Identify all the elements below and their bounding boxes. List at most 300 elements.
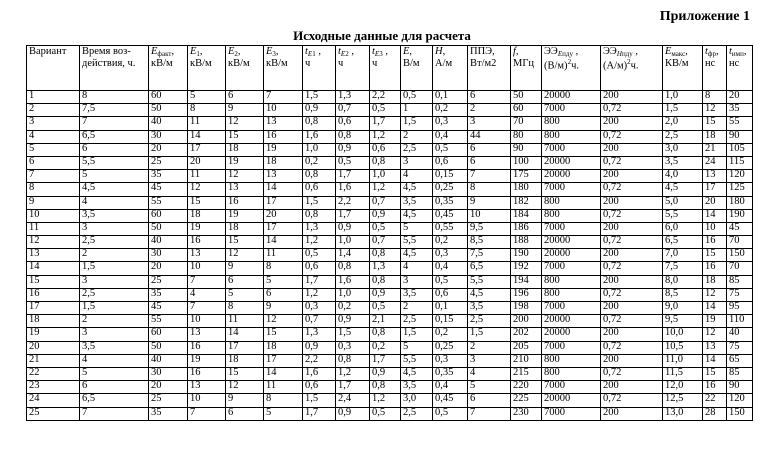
table-cell: 14 — [27, 262, 80, 275]
table-cell: 800 — [542, 196, 601, 209]
table-cell: 2,5 — [401, 315, 433, 328]
table-row — [27, 196, 753, 209]
table-cell: 8,5 — [663, 288, 703, 301]
table-cell: 1,7 — [370, 117, 401, 130]
table-cell: 0,45 — [433, 209, 468, 222]
table-cell: 800 — [542, 367, 601, 380]
table-cell: 11 — [188, 170, 226, 183]
table-cell: 2,5 — [401, 407, 433, 420]
table-cell: 12,0 — [663, 381, 703, 394]
table-cell: 0,6 — [433, 156, 468, 169]
table-cell: 3,5 — [468, 302, 511, 315]
table-cell: 3,5 — [80, 341, 149, 354]
table-cell: 10 — [468, 209, 511, 222]
table-cell: 100 — [511, 156, 542, 169]
table-cell: 21 — [703, 143, 727, 156]
table-cell: 2,5 — [468, 315, 511, 328]
table-cell: 0,5 — [336, 156, 370, 169]
table-cell: 1,5 — [303, 91, 336, 104]
table-cell: 6 — [226, 91, 264, 104]
table-cell: 85 — [727, 367, 753, 380]
table-cell: 75 — [727, 288, 753, 301]
table-cell: 4,5 — [663, 183, 703, 196]
table-cell: 3,0 — [663, 143, 703, 156]
table-cell: 7,0 — [663, 249, 703, 262]
table-cell: 85 — [727, 275, 753, 288]
table-cell: 1,3 — [370, 262, 401, 275]
table-cell: 0,8 — [303, 117, 336, 130]
table-cell: 6 — [468, 91, 511, 104]
header-te2: $t_{E2}$ , ч — [336, 46, 370, 91]
table-cell: 55 — [149, 196, 188, 209]
table-cell: 13 — [264, 117, 303, 130]
table-cell: 90 — [727, 130, 753, 143]
table-cell: 3,5 — [401, 196, 433, 209]
table-cell: 45 — [149, 302, 188, 315]
table-cell: 0,4 — [433, 381, 468, 394]
table-cell: 0,2 — [336, 302, 370, 315]
table-cell: 6 — [27, 156, 80, 169]
table-row — [27, 156, 753, 169]
table-cell: 180 — [727, 196, 753, 209]
table-cell: 90 — [511, 143, 542, 156]
header-te3: $t_{E3}$ , ч — [370, 46, 401, 91]
table-cell: 3 — [27, 117, 80, 130]
table-cell: 55 — [149, 315, 188, 328]
table-cell: 0,8 — [370, 156, 401, 169]
table-cell: 194 — [511, 275, 542, 288]
table-cell: 44 — [468, 130, 511, 143]
table-cell: 7000 — [542, 104, 601, 117]
table-cell: 200 — [601, 328, 663, 341]
table-cell: 15 — [703, 367, 727, 380]
table-cell: 2 — [401, 302, 433, 315]
table-cell: 7 — [188, 302, 226, 315]
table-cell: 2,5 — [401, 143, 433, 156]
table-cell: 6,0 — [663, 222, 703, 235]
table-cell: 6 — [264, 288, 303, 301]
table-cell: 0,5 — [370, 104, 401, 117]
table-cell: 6 — [80, 381, 149, 394]
table-cell: 19 — [27, 328, 80, 341]
table-cell: 30 — [149, 367, 188, 380]
header-timp: $t_{имп}$, нс — [727, 46, 753, 91]
table-cell: 1,3 — [303, 328, 336, 341]
table-cell: 120 — [727, 394, 753, 407]
table-cell: 0,72 — [601, 236, 663, 249]
table-cell: 16 — [27, 288, 80, 301]
table-cell: 70 — [511, 117, 542, 130]
table-cell: 14 — [703, 302, 727, 315]
table-cell: 16 — [264, 130, 303, 143]
table-cell: 0,2 — [370, 341, 401, 354]
table-body — [27, 91, 753, 421]
table-cell: 0,72 — [601, 262, 663, 275]
table-cell: 0,8 — [370, 249, 401, 262]
table-cell: 150 — [727, 249, 753, 262]
table-cell: 200 — [601, 117, 663, 130]
table-cell: 5,5 — [663, 209, 703, 222]
table-cell: 1,5 — [80, 262, 149, 275]
table-cell: 202 — [511, 328, 542, 341]
table-row — [27, 209, 753, 222]
table-cell: 7 — [468, 407, 511, 420]
table-cell: 190 — [727, 209, 753, 222]
table-cell: 19 — [188, 354, 226, 367]
table-cell: 24 — [703, 156, 727, 169]
table-cell: 20 — [27, 341, 80, 354]
table-cell: 110 — [727, 315, 753, 328]
header-efact: $E_{факт}$, кВ/м — [149, 46, 188, 91]
table-row — [27, 222, 753, 235]
table-cell: 1,5 — [401, 117, 433, 130]
table-cell: 0,25 — [433, 341, 468, 354]
table-cell: 6 — [226, 275, 264, 288]
table-cell: 200 — [601, 302, 663, 315]
table-cell: 7,5 — [80, 104, 149, 117]
table-cell: 7000 — [542, 183, 601, 196]
table-cell: 17 — [703, 183, 727, 196]
table-cell: 35 — [149, 407, 188, 420]
table-cell: 80 — [511, 130, 542, 143]
table-cell: 16 — [703, 262, 727, 275]
table-cell: 188 — [511, 236, 542, 249]
table-cell: 4,5 — [401, 183, 433, 196]
header-e: E, В/м — [401, 46, 433, 91]
table-cell: 1,7 — [370, 354, 401, 367]
table-cell: 0,35 — [433, 196, 468, 209]
table-cell: 16 — [226, 196, 264, 209]
table-cell: 13 — [188, 249, 226, 262]
table-cell: 2 — [401, 130, 433, 143]
table-cell: 3 — [80, 275, 149, 288]
table-cell: 1,6 — [303, 130, 336, 143]
table-cell: 6 — [468, 143, 511, 156]
table-cell: 3,5 — [401, 288, 433, 301]
table-cell: 1,0 — [336, 288, 370, 301]
table-row — [27, 249, 753, 262]
table-cell: 35 — [727, 104, 753, 117]
table-cell: 1,6 — [336, 275, 370, 288]
table-cell: 55 — [727, 117, 753, 130]
table-cell: 25 — [27, 407, 80, 420]
table-cell: 10 — [188, 394, 226, 407]
table-cell: 19 — [226, 209, 264, 222]
table-cell: 10,0 — [663, 328, 703, 341]
table-cell: 0,3 — [433, 117, 468, 130]
table-cell: 0,72 — [601, 183, 663, 196]
table-cell: 20 — [149, 381, 188, 394]
table-cell: 0,72 — [601, 341, 663, 354]
table-cell: 10 — [188, 315, 226, 328]
table-cell: 25 — [149, 156, 188, 169]
table-cell: 10 — [264, 104, 303, 117]
table-cell: 3 — [80, 222, 149, 235]
table-cell: 5 — [226, 288, 264, 301]
table-cell: 50 — [149, 341, 188, 354]
table-cell: 0,3 — [433, 249, 468, 262]
table-cell: 3 — [468, 117, 511, 130]
table-row — [27, 275, 753, 288]
table-cell: 1,0 — [336, 236, 370, 249]
table-cell: 190 — [511, 249, 542, 262]
table-cell: 60 — [149, 91, 188, 104]
table-cell: 18 — [226, 222, 264, 235]
table-cell: 7 — [188, 407, 226, 420]
table-cell: 800 — [542, 209, 601, 222]
header-emax: $E_{макс}$, КВ/м — [663, 46, 703, 91]
table-row — [27, 104, 753, 117]
table-cell: 5 — [264, 275, 303, 288]
table-cell: 20000 — [542, 156, 601, 169]
table-cell: 230 — [511, 407, 542, 420]
table-cell: 6 — [468, 394, 511, 407]
table-cell: 7000 — [542, 143, 601, 156]
table-cell: 0,6 — [370, 143, 401, 156]
table-cell: 5,0 — [663, 196, 703, 209]
table-cell: 800 — [542, 117, 601, 130]
table-cell: 16 — [188, 341, 226, 354]
table-cell: 0,2 — [303, 156, 336, 169]
table-cell: 800 — [542, 275, 601, 288]
table-cell: 1,5 — [80, 302, 149, 315]
table-cell: 0,6 — [303, 183, 336, 196]
table-cell: 40 — [727, 328, 753, 341]
table-cell: 4 — [188, 288, 226, 301]
table-cell: 0,72 — [601, 104, 663, 117]
table-cell: 70 — [727, 236, 753, 249]
table-cell: 4,5 — [401, 249, 433, 262]
table-cell: 9 — [264, 302, 303, 315]
table-cell: 20 — [264, 209, 303, 222]
header-time: Время воз-действия, ч. — [80, 46, 149, 91]
table-cell: 6,5 — [663, 236, 703, 249]
table-cell: 5 — [468, 381, 511, 394]
table-cell: 11 — [264, 381, 303, 394]
table-cell: 20000 — [542, 236, 601, 249]
table-cell: 15 — [703, 117, 727, 130]
header-e1: $E_1$, кВ/м — [188, 46, 226, 91]
table-cell: 60 — [149, 328, 188, 341]
table-cell: 12 — [703, 328, 727, 341]
table-cell: 0,1 — [433, 91, 468, 104]
table-cell: 23 — [27, 381, 80, 394]
table-cell: 1,0 — [663, 91, 703, 104]
table-cell: 2,4 — [336, 394, 370, 407]
table-row — [27, 130, 753, 143]
table-row — [27, 315, 753, 328]
table-cell: 0,8 — [370, 275, 401, 288]
table-cell: 1 — [401, 104, 433, 117]
table-row — [27, 407, 753, 420]
table-cell: 1,2 — [303, 236, 336, 249]
table-cell: 3 — [468, 354, 511, 367]
table-cell: 0,72 — [601, 288, 663, 301]
table-cell: 19 — [264, 143, 303, 156]
table-cell: 3 — [80, 328, 149, 341]
table-cell: 1,7 — [336, 209, 370, 222]
table-cell: 6,5 — [80, 394, 149, 407]
table-cell: 200 — [601, 249, 663, 262]
table-cell: 0,5 — [433, 143, 468, 156]
table-row — [27, 262, 753, 275]
table-cell: 7000 — [542, 407, 601, 420]
table-cell: 15 — [264, 328, 303, 341]
table-cell: 9 — [468, 196, 511, 209]
table-cell: 0,35 — [433, 367, 468, 380]
header-e3: $E_3$, кВ/м — [264, 46, 303, 91]
table-cell: 800 — [542, 354, 601, 367]
table-cell: 8,0 — [663, 275, 703, 288]
table-cell: 7 — [264, 91, 303, 104]
table-cell: 2 — [27, 104, 80, 117]
table-cell: 13 — [703, 170, 727, 183]
table-cell: 0,15 — [433, 315, 468, 328]
table-cell: 5 — [27, 143, 80, 156]
table-cell: 13 — [264, 170, 303, 183]
table-row — [27, 183, 753, 196]
table-cell: 115 — [727, 156, 753, 169]
table-cell: 0,5 — [370, 302, 401, 315]
table-cell: 0,8 — [303, 209, 336, 222]
table-cell: 8 — [27, 183, 80, 196]
table-cell: 18 — [27, 315, 80, 328]
table-cell: 186 — [511, 222, 542, 235]
table-cell: 0,45 — [433, 394, 468, 407]
table-cell: 15 — [188, 196, 226, 209]
table-cell: 18 — [188, 209, 226, 222]
header-e2: $E_2$, кВ/м — [226, 46, 264, 91]
table-cell: 12 — [226, 170, 264, 183]
table-cell: 1,7 — [336, 381, 370, 394]
table-cell: 5 — [264, 407, 303, 420]
table-cell: 0,2 — [433, 236, 468, 249]
table-cell: 13,0 — [663, 407, 703, 420]
table-cell: 200 — [601, 170, 663, 183]
table-cell: 10 — [27, 209, 80, 222]
table-cell: 8 — [226, 302, 264, 315]
table-cell: 2 — [468, 341, 511, 354]
table-cell: 0,5 — [370, 407, 401, 420]
table-cell: 4,0 — [663, 170, 703, 183]
table-cell: 3 — [401, 275, 433, 288]
table-cell: 1,6 — [303, 367, 336, 380]
table-cell: 225 — [511, 394, 542, 407]
table-cell: 4,5 — [80, 183, 149, 196]
table-cell: 8 — [80, 91, 149, 104]
table-row — [27, 394, 753, 407]
table-cell: 35 — [149, 170, 188, 183]
header-tfr: $t_{фр}$, нс — [703, 46, 727, 91]
table-cell: 1,7 — [336, 170, 370, 183]
table-cell: 60 — [149, 209, 188, 222]
table-cell: 1,7 — [303, 407, 336, 420]
table-cell: 14 — [703, 354, 727, 367]
table-cell: 0,5 — [401, 91, 433, 104]
table-cell: 9 — [226, 104, 264, 117]
table-cell: 105 — [727, 143, 753, 156]
table-cell: 1,4 — [336, 249, 370, 262]
table-cell: 0,8 — [336, 262, 370, 275]
table-cell: 11,5 — [663, 367, 703, 380]
table-cell: 184 — [511, 209, 542, 222]
table-cell: 5,5 — [401, 354, 433, 367]
table-cell: 15 — [226, 236, 264, 249]
table-cell: 7000 — [542, 302, 601, 315]
table-cell: 0,5 — [433, 275, 468, 288]
table-cell: 50 — [511, 91, 542, 104]
table-cell: 45 — [727, 222, 753, 235]
table-cell: 28 — [703, 407, 727, 420]
table-cell: 17 — [264, 354, 303, 367]
table-cell: 0,72 — [601, 394, 663, 407]
table-cell: 125 — [727, 183, 753, 196]
table-cell: 200 — [601, 275, 663, 288]
table-cell: 200 — [601, 143, 663, 156]
table-cell: 7 — [468, 170, 511, 183]
table-cell: 70 — [727, 262, 753, 275]
table-cell: 35 — [149, 288, 188, 301]
table-cell: 0,9 — [303, 341, 336, 354]
table-cell: 2 — [468, 104, 511, 117]
table-cell: 0,9 — [370, 288, 401, 301]
table-cell: 0,2 — [433, 328, 468, 341]
table-cell: 0,9 — [336, 315, 370, 328]
table-cell: 1,5 — [401, 328, 433, 341]
table-cell: 0,7 — [336, 104, 370, 117]
table-cell: 2,5 — [80, 288, 149, 301]
table-cell: 200 — [601, 196, 663, 209]
table-cell: 0,4 — [433, 130, 468, 143]
table-cell: 17 — [188, 143, 226, 156]
table-cell: 0,72 — [601, 209, 663, 222]
header-row — [27, 46, 753, 91]
table-cell: 9,0 — [663, 302, 703, 315]
table-cell: 7,5 — [663, 262, 703, 275]
header-f: f, МГц — [511, 46, 542, 91]
table-cell: 1,3 — [336, 91, 370, 104]
table-cell: 20000 — [542, 315, 601, 328]
table-cell: 0,3 — [303, 302, 336, 315]
table-cell: 11,0 — [663, 354, 703, 367]
header-h: H, А/м — [433, 46, 468, 91]
table-cell: 2,5 — [663, 130, 703, 143]
table-cell: 0,8 — [370, 381, 401, 394]
table-cell: 2,2 — [336, 196, 370, 209]
table-cell: 2,1 — [370, 315, 401, 328]
table-cell: 30 — [149, 130, 188, 143]
table-cell: 12 — [226, 381, 264, 394]
table-cell: 20 — [727, 91, 753, 104]
table-cell: 1,7 — [303, 275, 336, 288]
table-cell: 20000 — [542, 91, 601, 104]
table-cell: 75 — [727, 341, 753, 354]
table-cell: 22 — [27, 367, 80, 380]
table-cell: 0,7 — [370, 236, 401, 249]
table-cell: 4 — [27, 130, 80, 143]
table-cell: 0,7 — [303, 315, 336, 328]
table-cell: 0,72 — [601, 315, 663, 328]
table-cell: 2 — [80, 315, 149, 328]
table-cell: 1,6 — [336, 183, 370, 196]
table-cell: 10 — [703, 222, 727, 235]
table-cell: 15 — [27, 275, 80, 288]
table-cell: 16 — [703, 236, 727, 249]
table-cell: 12 — [27, 236, 80, 249]
table-cell: 0,2 — [433, 104, 468, 117]
table-cell: 9 — [226, 262, 264, 275]
table-cell: 0,25 — [433, 183, 468, 196]
